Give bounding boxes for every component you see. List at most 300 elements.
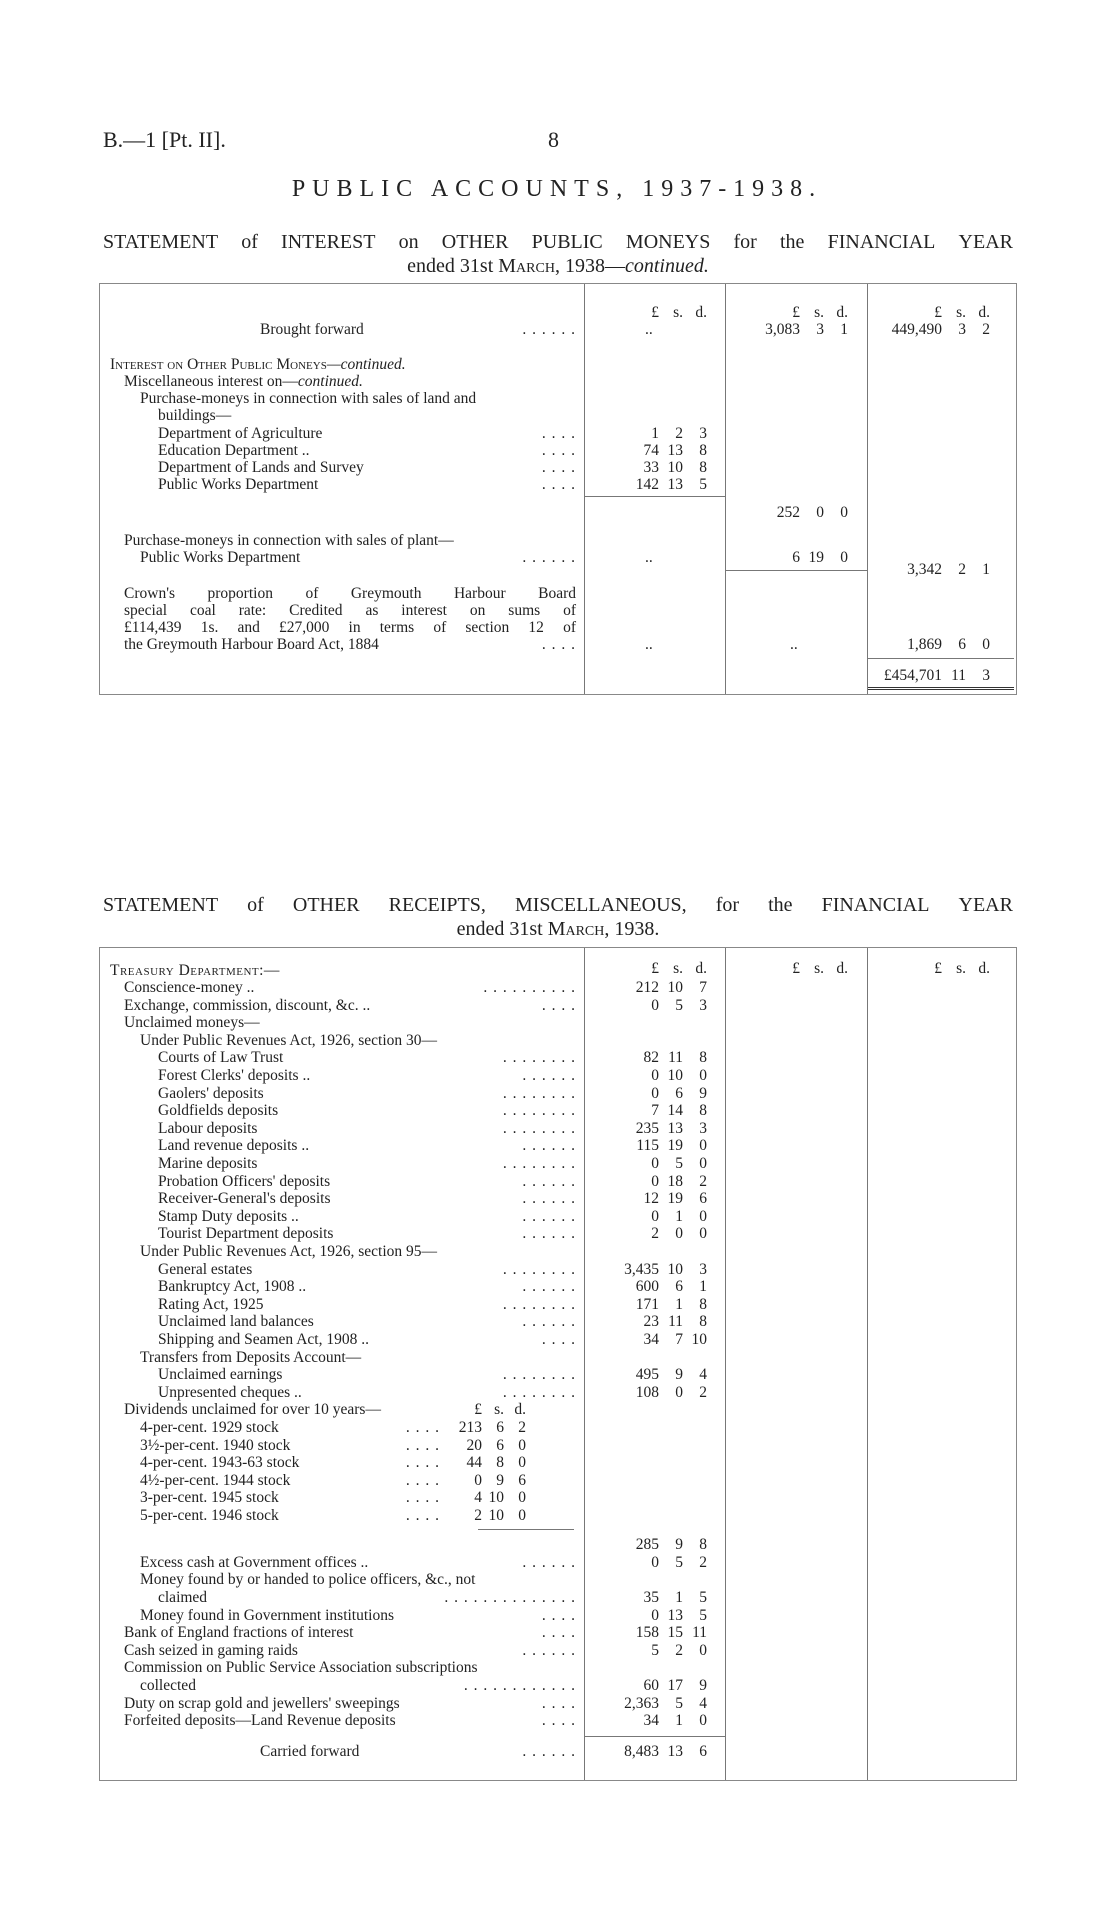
amount-pounds: 82 bbox=[643, 1049, 659, 1067]
title-word: MONEYS bbox=[625, 231, 711, 253]
row-label: Probation Officers' deposits bbox=[158, 1172, 331, 1190]
crown-text: the Greymouth Harbour Board Act, 1884 bbox=[124, 636, 379, 653]
amount bbox=[589, 1190, 707, 1208]
amount-pence: 5 bbox=[699, 476, 707, 493]
amount-pence: 0 bbox=[699, 1712, 707, 1730]
amount-pounds: 8,483 bbox=[624, 1742, 659, 1760]
amount-shillings: 3 bbox=[958, 321, 966, 338]
amount-pounds: 0 bbox=[651, 1606, 659, 1624]
amount-pounds: 35 bbox=[643, 1589, 659, 1606]
amount-pence: 0 bbox=[699, 1155, 707, 1172]
rule bbox=[868, 687, 1014, 690]
column-heading-s: s. bbox=[956, 304, 966, 321]
sub-amount bbox=[434, 1489, 526, 1507]
sub-column-heading bbox=[434, 1401, 526, 1419]
amount-shillings: 5 bbox=[675, 1694, 683, 1712]
amount-pence: 9 bbox=[699, 1084, 707, 1102]
amount-shillings: 2 bbox=[675, 425, 683, 442]
leader-dots: . . . . bbox=[541, 1624, 576, 1642]
row-label: buildings— bbox=[158, 407, 232, 424]
amount-part: 4 bbox=[474, 1489, 482, 1507]
amount-pounds: 115 bbox=[636, 1137, 659, 1155]
amount-pounds: 285 bbox=[635, 1536, 659, 1554]
amount-pence: 8 bbox=[699, 1102, 707, 1120]
leader-dots: . . . . bbox=[405, 1454, 440, 1472]
amount-pence: 4 bbox=[699, 1366, 707, 1384]
amount bbox=[589, 1278, 707, 1296]
column-heading bbox=[872, 304, 990, 322]
item-label: Public Works Department bbox=[158, 476, 319, 493]
leader-dots: . . . . bbox=[405, 1436, 440, 1454]
item-label: Department of Agriculture bbox=[158, 425, 323, 442]
row-label: Tourist Department deposits bbox=[158, 1225, 334, 1243]
amount bbox=[589, 1085, 707, 1103]
amount-pounds: 0 bbox=[651, 1553, 659, 1571]
section-heading-text: Interest on Other Public Moneys bbox=[110, 356, 327, 373]
amount bbox=[872, 636, 990, 654]
amount bbox=[730, 321, 848, 339]
amount-shillings: 1 bbox=[675, 1712, 683, 1730]
amount-pence: 2 bbox=[699, 1383, 707, 1401]
amount-pence: 1 bbox=[982, 561, 990, 578]
amount-pence: 3 bbox=[982, 667, 990, 684]
cell-text: .. bbox=[645, 321, 653, 338]
amount bbox=[589, 1366, 707, 1384]
leader-dots: . . . . . . bbox=[522, 1190, 576, 1208]
cell-text: .. bbox=[645, 549, 653, 566]
amount-pounds: 171 bbox=[635, 1295, 659, 1313]
amount-pence: 10 bbox=[691, 1331, 707, 1348]
amount-shillings: 7 bbox=[675, 1331, 683, 1348]
amount-part: 0 bbox=[518, 1436, 526, 1454]
column-heading-d: d. bbox=[978, 304, 990, 321]
amount bbox=[589, 476, 707, 494]
amount-shillings: 17 bbox=[667, 1677, 683, 1694]
column-heading-d: d. bbox=[695, 304, 707, 321]
row-label: Labour deposits bbox=[158, 1119, 258, 1137]
leader-dots: . . . . bbox=[541, 1694, 576, 1712]
amount bbox=[589, 1695, 707, 1713]
leader-dots: . . . . bbox=[541, 459, 576, 476]
amount-pounds: 0 bbox=[651, 996, 659, 1014]
amount-pounds: 3,435 bbox=[624, 1260, 659, 1278]
sub-heading-p: £ bbox=[474, 1401, 482, 1419]
amount bbox=[589, 1067, 707, 1085]
dividend-item: 5-per-cent. 1946 stock bbox=[140, 1507, 279, 1524]
rule bbox=[478, 1529, 574, 1530]
amount bbox=[589, 1536, 707, 1554]
amount bbox=[872, 321, 990, 339]
statement-1-table bbox=[99, 283, 1017, 695]
crown-text: Crown's proportion of Greymouth Harbour Board bbox=[124, 585, 576, 602]
row-label: Bank of England fractions of interest bbox=[124, 1624, 354, 1642]
dividend-item: 4-per-cent. 1943-63 stock bbox=[140, 1454, 300, 1472]
column-heading-s: s. bbox=[673, 304, 683, 321]
amount bbox=[589, 1120, 707, 1138]
amount-pence: 2 bbox=[699, 1553, 707, 1571]
column-heading-p: £ bbox=[651, 304, 659, 321]
amount-pence: 3 bbox=[699, 1119, 707, 1137]
amount-pence: 8 bbox=[699, 1049, 707, 1067]
amount-shillings: 13 bbox=[667, 476, 683, 493]
amount-part: 6 bbox=[496, 1419, 504, 1436]
title-word: of bbox=[247, 894, 264, 916]
sub-amount bbox=[434, 1419, 526, 1437]
dividend-item: 3-per-cent. 1945 stock bbox=[140, 1489, 279, 1507]
misc-cont: continued. bbox=[297, 373, 363, 390]
row-label: Unclaimed earnings bbox=[158, 1366, 283, 1384]
dividend-item: 4-per-cent. 1929 stock bbox=[140, 1419, 279, 1436]
amount bbox=[589, 1296, 707, 1314]
amount-pounds: 23 bbox=[643, 1313, 659, 1331]
row-label: Conscience-money .. bbox=[124, 979, 255, 996]
amount bbox=[589, 1677, 707, 1695]
row-label: Receiver-General's deposits bbox=[158, 1190, 331, 1208]
amount-pounds: 7 bbox=[651, 1102, 659, 1120]
amount-shillings: 19 bbox=[808, 549, 824, 566]
amount bbox=[589, 1208, 707, 1226]
amount-pence: 0 bbox=[982, 636, 990, 653]
amount-shillings: 6 bbox=[958, 636, 966, 653]
amount bbox=[589, 425, 707, 443]
amount-part: 0 bbox=[518, 1489, 526, 1507]
amount bbox=[589, 1173, 707, 1191]
amount-pence: 0 bbox=[699, 1067, 707, 1084]
amount-shillings: 18 bbox=[667, 1172, 683, 1190]
title-word: OTHER bbox=[292, 894, 360, 916]
amount-shillings: 15 bbox=[667, 1624, 683, 1642]
amount-shillings: 0 bbox=[816, 504, 824, 521]
cell-text: .. bbox=[645, 636, 653, 653]
amount-pounds: 235 bbox=[635, 1119, 659, 1137]
leader-dots: . . . . . . . . bbox=[502, 1155, 576, 1172]
amount-part: 213 bbox=[458, 1419, 482, 1436]
amount-shillings: 13 bbox=[667, 1742, 683, 1760]
title-word: INTEREST bbox=[281, 231, 376, 253]
amount-shillings: 9 bbox=[675, 1536, 683, 1554]
row-label: Money found by or handed to police officers, &c., not bbox=[140, 1571, 476, 1589]
amount-part: 44 bbox=[466, 1454, 482, 1472]
leader-dots: . . . . . . . . bbox=[502, 1295, 576, 1313]
leader-dots: . . . . bbox=[541, 996, 576, 1014]
row-label: General estates bbox=[158, 1260, 253, 1278]
leader-dots: . . . . bbox=[541, 1606, 576, 1624]
leader-dots: . . . . . . . . bbox=[502, 1383, 576, 1401]
amount-pounds: 2 bbox=[651, 1225, 659, 1243]
column-heading-s: s. bbox=[673, 960, 683, 977]
leader-dots: . . . . . . bbox=[522, 1742, 576, 1760]
amount bbox=[589, 459, 707, 477]
amount-pounds: 60 bbox=[643, 1677, 659, 1694]
leader-dots: . . . . . . . . bbox=[502, 1102, 576, 1120]
amount-pounds: 600 bbox=[635, 1278, 659, 1296]
title-word: the bbox=[780, 231, 805, 253]
leader-dots: . . . . . . bbox=[522, 321, 576, 338]
amount-shillings: 2 bbox=[958, 561, 966, 578]
amount bbox=[589, 1743, 707, 1761]
amount-pounds: 108 bbox=[635, 1383, 659, 1401]
row-label: Unclaimed land balances bbox=[158, 1313, 314, 1331]
row-label: collected bbox=[140, 1677, 196, 1694]
amount-shillings: 6 bbox=[675, 1278, 683, 1296]
column-heading-p: £ bbox=[792, 960, 800, 977]
column-heading bbox=[730, 304, 848, 322]
amount-pounds: 33 bbox=[643, 459, 659, 476]
row-label: Exchange, commission, discount, &c. .. bbox=[124, 996, 371, 1014]
amount-pence: 0 bbox=[840, 504, 848, 521]
amount-part: 0 bbox=[474, 1471, 482, 1489]
leader-dots: . . . . . . bbox=[522, 1278, 576, 1296]
amount-shillings: 1 bbox=[675, 1295, 683, 1313]
leader-dots: . . . . . . . . bbox=[502, 1119, 576, 1137]
amount-pounds: 252 bbox=[776, 504, 800, 521]
statement-2-title: STATEMENT of OTHER RECEIPTS, MISCELLANEOUS, for the FINANCIAL YEAR ended 31st March, 1938. bbox=[103, 894, 1013, 940]
amount-pence: 9 bbox=[699, 1677, 707, 1694]
amount-pence: 1 bbox=[840, 321, 848, 338]
amount-shillings: 19 bbox=[667, 1137, 683, 1155]
amount-shillings: 0 bbox=[675, 1225, 683, 1243]
amount-pence: 1 bbox=[699, 1278, 707, 1296]
title-word: of bbox=[241, 231, 258, 253]
amount bbox=[589, 1137, 707, 1155]
misc-text: Miscellaneous interest on— bbox=[124, 373, 298, 390]
carried-forward-label: Carried forward bbox=[260, 1742, 360, 1760]
row-label: Bankruptcy Act, 1908 .. bbox=[158, 1278, 307, 1296]
leader-dots: . . . . . . . . bbox=[502, 1084, 576, 1102]
sub-heading-s: s. bbox=[494, 1401, 504, 1419]
amount-pounds: 0 bbox=[651, 1084, 659, 1102]
leader-dots: . . . . . . bbox=[522, 1172, 576, 1190]
amount-pounds: 142 bbox=[635, 476, 659, 493]
leader-dots: . . . . . . bbox=[522, 1225, 576, 1243]
sub-amount bbox=[434, 1454, 526, 1472]
column-heading bbox=[730, 960, 848, 978]
amount-pounds: £454,701 bbox=[883, 667, 942, 684]
amount-pence: 3 bbox=[699, 996, 707, 1014]
amount-pounds: 34 bbox=[643, 1712, 659, 1730]
brought-forward-label: Brought forward bbox=[260, 321, 364, 338]
rule bbox=[585, 496, 725, 497]
amount-part: 10 bbox=[488, 1489, 504, 1507]
amount-pence: 6 bbox=[699, 1742, 707, 1760]
amount-pence: 7 bbox=[699, 979, 707, 996]
column-heading-d: d. bbox=[695, 960, 707, 977]
dividend-item: 3½-per-cent. 1940 stock bbox=[140, 1436, 291, 1454]
amount-shillings: 9 bbox=[675, 1366, 683, 1384]
column-heading-d: d. bbox=[978, 960, 990, 977]
column-heading-s: s. bbox=[814, 304, 824, 321]
rule bbox=[585, 1736, 725, 1737]
amount-pence: 3 bbox=[699, 1260, 707, 1278]
row-label: Purchase-moneys in connection with sales of land and bbox=[140, 390, 477, 407]
statement-1-title: STATEMENT of INTEREST on OTHER PUBLIC MONEYS for the FINANCIAL YEAR ended 31st March, 1938—continued. bbox=[103, 231, 1013, 277]
sub-amount bbox=[434, 1472, 526, 1490]
amount-pounds: 1,869 bbox=[907, 636, 942, 653]
dividend-item: 4½-per-cent. 1944 stock bbox=[140, 1471, 291, 1489]
row-label: Unclaimed moneys— bbox=[124, 1014, 260, 1032]
amount bbox=[872, 667, 990, 685]
amount bbox=[589, 1589, 707, 1607]
leader-dots: . . . . . . bbox=[522, 1313, 576, 1331]
row-label: Stamp Duty deposits .. bbox=[158, 1207, 299, 1225]
amount bbox=[589, 1554, 707, 1572]
amount-pence: 3 bbox=[699, 425, 707, 442]
item-label: Education Department .. bbox=[158, 442, 310, 459]
sub-heading-d: d. bbox=[514, 1401, 526, 1419]
amount-pounds: 5 bbox=[651, 1641, 659, 1659]
amount-part: 2 bbox=[518, 1419, 526, 1436]
amount-shillings: 11 bbox=[668, 1049, 683, 1067]
leader-dots: . . . . bbox=[541, 1712, 576, 1730]
amount-part: 10 bbox=[488, 1507, 504, 1524]
title-word: PUBLIC bbox=[531, 231, 603, 253]
amount-pounds: 158 bbox=[635, 1624, 659, 1642]
leader-dots: . . . . . . . . . . . . bbox=[463, 1677, 576, 1694]
amount bbox=[589, 1155, 707, 1173]
amount-part: 0 bbox=[518, 1507, 526, 1524]
amount-shillings: 10 bbox=[667, 459, 683, 476]
row-label: Rating Act, 1925 bbox=[158, 1295, 264, 1313]
row-label: Under Public Revenues Act, 1926, section 95— bbox=[140, 1243, 438, 1260]
amount bbox=[589, 1313, 707, 1331]
amount-pence: 6 bbox=[699, 1190, 707, 1208]
row-label: Public Works Department bbox=[140, 549, 301, 566]
amount bbox=[730, 504, 848, 522]
title-word: YEAR bbox=[958, 231, 1013, 253]
sub-amount bbox=[434, 1507, 526, 1525]
treasury-heading: Treasury Department:— bbox=[110, 962, 280, 979]
leader-dots: . . . . bbox=[541, 425, 576, 442]
leader-dots: . . . . bbox=[541, 636, 576, 653]
leader-dots: . . . . . . bbox=[522, 549, 576, 566]
amount-part: 0 bbox=[518, 1454, 526, 1472]
amount-shillings: 3 bbox=[816, 321, 824, 338]
amount-pence: 11 bbox=[692, 1624, 707, 1642]
amount-shillings: 10 bbox=[667, 1067, 683, 1084]
amount-pounds: 0 bbox=[651, 1207, 659, 1225]
row-label: Unpresented cheques .. bbox=[158, 1383, 302, 1401]
title-word: for bbox=[715, 894, 740, 916]
leader-dots: . . . . bbox=[405, 1419, 440, 1436]
amount-shillings: 10 bbox=[667, 1260, 683, 1278]
amount-pence: 0 bbox=[699, 1137, 707, 1155]
amount-pence: 4 bbox=[699, 1694, 707, 1712]
row-label: Duty on scrap gold and jewellers' sweepings bbox=[124, 1694, 400, 1712]
row-label: Land revenue deposits .. bbox=[158, 1137, 310, 1155]
row-label: Shipping and Seamen Act, 1908 .. bbox=[158, 1331, 369, 1348]
dividends-heading: Dividends unclaimed for over 10 years— bbox=[124, 1401, 381, 1419]
title-word: RECEIPTS, bbox=[388, 894, 486, 916]
item-label: Department of Lands and Survey bbox=[158, 459, 364, 476]
row-label: Commission on Public Service Association subscriptions bbox=[124, 1659, 478, 1677]
leader-dots: . . . . . . . . . . . . . . bbox=[444, 1589, 576, 1606]
leader-dots: . . . . . . bbox=[522, 1641, 576, 1659]
rule bbox=[726, 570, 867, 571]
rule bbox=[868, 658, 1014, 659]
amount bbox=[730, 549, 848, 567]
column-heading-p: £ bbox=[934, 960, 942, 977]
title-word: YEAR bbox=[958, 894, 1013, 916]
column-heading-d: d. bbox=[836, 304, 848, 321]
amount bbox=[589, 1607, 707, 1625]
crown-text: special coal rate: Credited as interest on sums of bbox=[124, 602, 576, 619]
title-word: STATEMENT bbox=[103, 894, 219, 916]
leader-dots: . . . . bbox=[405, 1507, 440, 1524]
amount bbox=[589, 1102, 707, 1120]
amount-pounds: 0 bbox=[651, 1155, 659, 1172]
leader-dots: . . . . bbox=[541, 1331, 576, 1348]
amount-shillings: 5 bbox=[675, 1553, 683, 1571]
title-word: the bbox=[768, 894, 793, 916]
misc-heading bbox=[124, 373, 363, 391]
column-heading-s: s. bbox=[814, 960, 824, 977]
row-label: Marine deposits bbox=[158, 1155, 258, 1172]
amount-pence: 8 bbox=[699, 1536, 707, 1554]
title-word: for bbox=[733, 231, 757, 253]
amount-part: 8 bbox=[496, 1454, 504, 1472]
amount-pounds: 0 bbox=[651, 1067, 659, 1084]
amount-pounds: 74 bbox=[643, 442, 659, 459]
amount-shillings: 6 bbox=[675, 1084, 683, 1102]
column-heading-p: £ bbox=[934, 304, 942, 321]
leader-dots: . . . . bbox=[405, 1471, 440, 1489]
row-label: Courts of Law Trust bbox=[158, 1049, 284, 1067]
title-word: MISCELLANEOUS, bbox=[514, 894, 687, 916]
amount-pounds: 12 bbox=[643, 1190, 659, 1208]
amount-part: 6 bbox=[496, 1436, 504, 1454]
amount-shillings: 1 bbox=[675, 1207, 683, 1225]
title-word: STATEMENT bbox=[103, 231, 219, 253]
amount-shillings: 13 bbox=[667, 1119, 683, 1137]
amount-pounds: 6 bbox=[792, 549, 800, 566]
amount-pounds: 0 bbox=[651, 1172, 659, 1190]
amount-part: 2 bbox=[474, 1507, 482, 1524]
column-heading-p: £ bbox=[792, 304, 800, 321]
leader-dots: . . . . bbox=[405, 1489, 440, 1507]
title-word: OTHER bbox=[441, 231, 509, 253]
amount bbox=[589, 442, 707, 460]
amount bbox=[872, 561, 990, 579]
amount-shillings: 19 bbox=[667, 1190, 683, 1208]
amount-pence: 0 bbox=[840, 549, 848, 566]
leader-dots: . . . . bbox=[541, 476, 576, 493]
amount-pounds: 2,363 bbox=[624, 1694, 659, 1712]
column-heading-d: d. bbox=[836, 960, 848, 977]
amount-pence: 5 bbox=[699, 1589, 707, 1606]
amount bbox=[589, 1261, 707, 1279]
cell-text: .. bbox=[790, 636, 798, 653]
column-heading bbox=[872, 960, 990, 978]
title-word: on bbox=[398, 231, 419, 253]
row-label: Excess cash at Government offices .. bbox=[140, 1553, 369, 1571]
leader-dots: . . . . bbox=[541, 442, 576, 459]
amount-pence: 2 bbox=[699, 1172, 707, 1190]
amount bbox=[589, 1049, 707, 1067]
title-word: FINANCIAL bbox=[827, 231, 936, 253]
amount-pounds: 1 bbox=[651, 425, 659, 442]
amount bbox=[589, 1712, 707, 1730]
amount bbox=[589, 1624, 707, 1642]
leader-dots: . . . . . . . . bbox=[502, 1260, 576, 1278]
row-label: claimed bbox=[158, 1589, 208, 1606]
amount-pence: 2 bbox=[982, 321, 990, 338]
amount-pounds: 449,490 bbox=[891, 321, 942, 338]
page-reference: B.—1 [Pt. II]. bbox=[103, 127, 226, 152]
amount-pence: 8 bbox=[699, 1295, 707, 1313]
amount-shillings: 10 bbox=[667, 979, 683, 996]
amount-pounds: 3,083 bbox=[765, 321, 800, 338]
page-number: 8 bbox=[548, 127, 559, 152]
